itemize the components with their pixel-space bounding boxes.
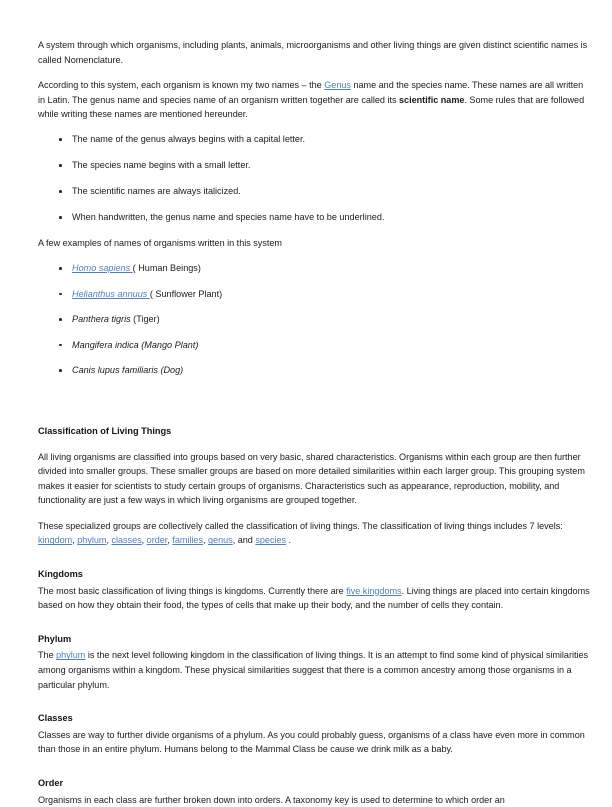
list-item: [38, 363, 590, 378]
examples-list: [38, 261, 590, 378]
list-item: [38, 184, 590, 199]
intro-p2-text-2: name and the species name. These names are all written in Latin. The genus name and species name of an organism written together are called its: [38, 80, 584, 105]
levels-intro-text: These specialized groups are collectively called the classification of living things. The classification of living things includes 7 levels:: [38, 520, 563, 531]
document-body: [38, 38, 590, 807]
list-item: [38, 338, 590, 353]
kingdoms-text-2: . Living things are placed into certain kingdoms based on how they obtain their food, the types of cells that make up their body, and the number of cells they contain.: [38, 585, 590, 611]
rule-text: The name of the genus always begins with a capital letter.: [72, 133, 306, 144]
intro-paragraph-2: [38, 78, 590, 122]
common-name: (Dog): [160, 365, 184, 376]
order-paragraph: Organisms in each class are further broken down into orders. A taxonomy key is used to determine to which order an: [38, 794, 505, 805]
heading-classes: Classes: [38, 713, 73, 724]
kingdoms-paragraph: [38, 584, 590, 613]
level-link-species[interactable]: species: [255, 535, 287, 546]
intro-p2-text-3: . Some rules that are followed while writing these names are mentioned hereunder.: [38, 94, 585, 120]
section-spacer: [38, 559, 590, 567]
level-link-order[interactable]: order: [146, 535, 168, 546]
levels-conjunction: and: [237, 535, 256, 546]
examples-lead-in: A few examples of names of organisms written in this system: [38, 238, 282, 249]
rule-text: The scientific names are always italicized.: [72, 186, 241, 197]
phylum-text-2: is the next level following kingdom in the classification of living things. It is an attempt to find some kind of physical similarities among organisms within a kingdom. These physical similarities suggest that there is a common ancestry among those organisms in a particular phylum.: [38, 650, 589, 690]
rule-text: The species name begins with a small letter.: [72, 160, 251, 171]
phylum-link[interactable]: phylum: [56, 650, 86, 661]
classification-paragraph-1: All living organisms are classified into groups based on very basic, shared characteristics. Organisms within each group are then further divided into smaller groups. These smaller groups are based on more detailed similarities within each larger group. This grouping system makes it easier for scientists to study certain groups of organisms. Characteristics such as appearance, reproduction, mobility, and functionality are just a few ways in which living organisms are grouped together.: [38, 451, 585, 506]
five-kingdoms-link[interactable]: five kingdoms: [346, 585, 402, 596]
list-item: [38, 158, 590, 173]
list-item: [38, 261, 590, 276]
level-link-classes[interactable]: classes: [111, 535, 142, 546]
section-spacer: [38, 389, 590, 424]
heading-spacer: [38, 442, 590, 450]
classification-levels-paragraph: These specialized groups are collectively called the classification of living things. The classification of living things includes 7 levels: kingdom, phylum, classes, order, families, genus, and species .: [38, 520, 563, 546]
scientific-name-bold: scientific name: [399, 94, 465, 105]
species-name: Mangifera indica: [72, 339, 142, 350]
list-item: [38, 132, 590, 147]
phylum-text-1: The: [38, 650, 57, 661]
species-link-homo-sapiens[interactable]: Homo sapiens: [72, 262, 133, 273]
page-title: Classification of Living Things: [38, 425, 172, 436]
heading-phylum: Phylum: [38, 633, 72, 644]
intro-p2-text-1: According to this system, each organism is known my two names – the: [38, 80, 325, 91]
level-link-genus[interactable]: genus: [208, 535, 233, 546]
species-link-helianthus-annuus[interactable]: Helianthus annuus: [72, 288, 150, 299]
common-name: ( Sunflower Plant): [149, 288, 223, 299]
intro-paragraph-1: A system through which organisms, including plants, animals, microorganisms and other living things are given distinct scientific names is called Nomenclature.: [38, 40, 588, 65]
levels-end-punctuation: .: [286, 535, 292, 546]
level-link-phylum[interactable]: phylum: [77, 535, 107, 546]
level-link-kingdom[interactable]: kingdom: [38, 535, 73, 546]
genus-link[interactable]: Genus: [324, 80, 351, 91]
level-link-families[interactable]: families: [172, 535, 203, 546]
common-name: (Mango Plant): [141, 339, 199, 350]
species-name: Panthera tigris: [72, 314, 134, 325]
kingdoms-text-1: The most basic classification of living things is kingdoms. Currently there are: [38, 585, 347, 596]
common-name: ( Human Beings): [132, 262, 201, 273]
naming-rules-list: [38, 132, 590, 225]
classes-paragraph: Classes are way to further divide organisms of a phylum. As you could probably guess, organisms of a class have even more in common than those in an entire phylum. Humans belong to the Mammal Class be cause we drink milk as a baby.: [38, 729, 585, 755]
common-name: (Tiger): [133, 314, 160, 325]
list-item: [38, 312, 590, 327]
section-spacer: [38, 768, 590, 776]
list-item: [38, 210, 590, 225]
section-spacer: [38, 624, 590, 632]
heading-order: Order: [38, 778, 64, 788]
list-item: [38, 287, 590, 302]
phylum-paragraph: [38, 648, 590, 692]
species-name: Canis lupus familiaris: [72, 365, 161, 376]
heading-kingdoms: Kingdoms: [38, 569, 83, 580]
rule-text: When handwritten, the genus name and species name have to be underlined.: [72, 212, 385, 223]
section-spacer: [38, 703, 590, 711]
